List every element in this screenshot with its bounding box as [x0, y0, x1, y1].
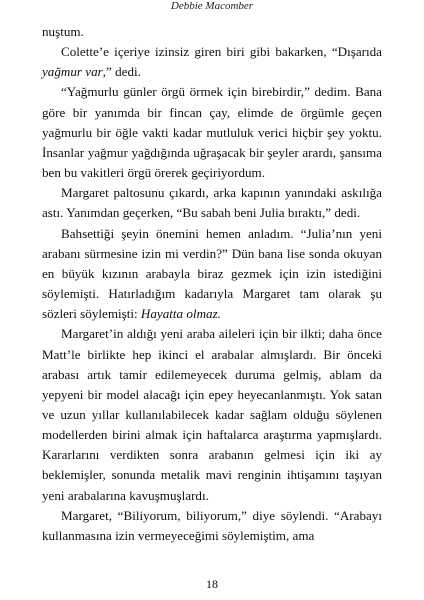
paragraph [42, 22, 382, 42]
text-run: Margaret, “Biliyorum, biliyorum,” diye söylendi. “Arabayı kullanmasına izin vermeyeceğimi söylemiştim, ama [42, 507, 382, 543]
text-run: nuştum. [42, 24, 84, 39]
text-run: Margaret paltosunu çıkardı, arka kapının yanındaki askılığa astı. Yanımdan geçerken, “Bu sabah beni Julia bıraktı,” dedi. [42, 185, 382, 221]
text-run: “Yağmurlu günler örgü örmek için birebirdir,” dedim. Bana göre bir yanımda bir fincan çay, elimde de örgümle geçen yağmurlu bir öğle vakti kadar mutluluk verici hiçbir şey yoktu. İnsanlar yağmur yağdığında uğraşacak bir şeyler arardı, şansıma ben bu vakitleri örgü örerek geçiriyordum. [42, 84, 382, 181]
paragraph [42, 42, 382, 82]
paragraph [42, 506, 382, 546]
text-run: Colette’e içeriye izinsiz giren biri gibi bakarken, “Dışarıda [61, 44, 382, 60]
paragraph [42, 324, 382, 505]
text-run: Bahsettiği şeyin önemini hemen anladım. “Julia’nın yeni arabanı sürmesine izin mi verdin?” Dün bana lise sonda okuyan en büyük kızının arabayla biraz gezmek için izin istediğini söylemişti. Hatırladığım kadarıyla Margaret tam olarak şu sözleri söylemişti: [42, 225, 382, 322]
paragraph [42, 183, 382, 223]
text-run: Margaret’in aldığı yeni araba aileleri için bir ilkti; daha önce Matt’le birlikte hep ikinci el arabalar almışlardı. Bir önceki arabası artık tamir edilemeyecek duruma gelmiş, ablam da yepyeni bir model alacağı için epey heyecanlanmıştı. Yok satan ve uzun yıllar kullanılabilecek kadar sağlam olduğu söylenen modellerden birini almak için haftalarca araştırma yapmışlardı. Kararlarını verdikten sonra arabanın gelmesi için iki ay beklemişler, sonunda metalik mavi renginin ihtişamını taşıyan yeni arabalarına kavuşmuşlardı. [42, 326, 382, 503]
paragraph [42, 82, 382, 183]
italic-text-run: Hayatta olmaz. [140, 306, 221, 322]
body-text [42, 22, 382, 546]
paragraph [42, 224, 382, 325]
running-header: Debbie Macomber [170, 0, 254, 12]
italic-text-run: yağmur var [42, 64, 103, 80]
page-number: 18 [206, 577, 218, 591]
text-run: ,” dedi. [102, 64, 141, 80]
